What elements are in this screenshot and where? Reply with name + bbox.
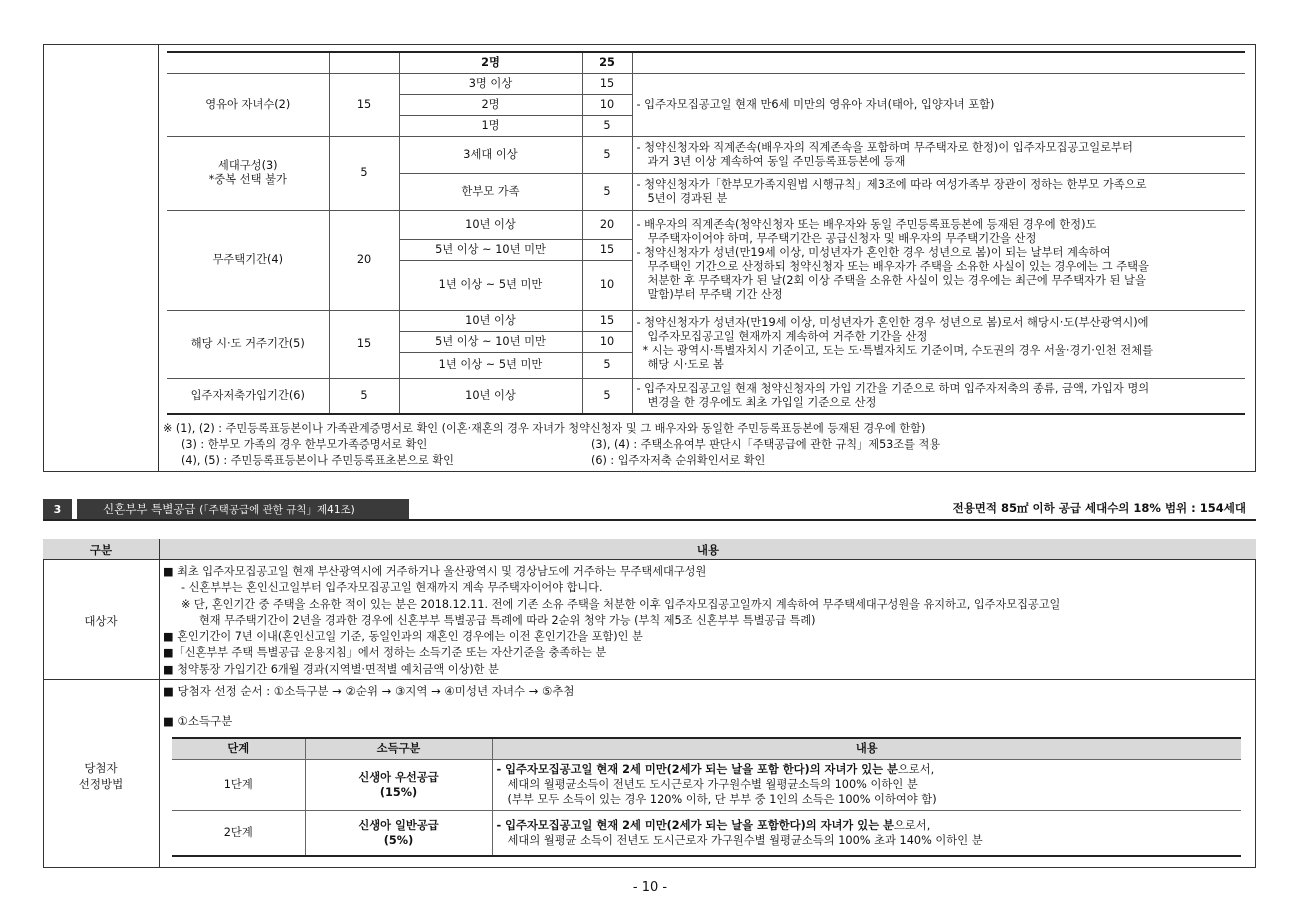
note-line: (4), (5) : 주민등록표등본이나 주민등록표초본으로 확인 (6) : 입주자저축 순위확인서로 확인: [181, 454, 766, 467]
category-cell: 3세대 이상: [399, 136, 582, 173]
criteria-note: - 청약신청자가 성년자(만19세 이상, 미성년자가 혼인한 경우 성년으로 봄)로서 해당시·도(부산광역시)에 입주자모집공고일 현재까지 계속하여 거주한 기간을 산정 * 시는 광역시·특별자치시 기준이고, 도는 도·특별자치도 기준이며, 수도권의 경우 서울·경기·인천 전체를 해당 시·도로 봄: [632, 310, 1245, 378]
max-score: 5: [329, 136, 399, 210]
table-row: [172, 759, 1241, 810]
category-cell: 3명 이상: [399, 73, 582, 94]
category-cell: 1년 이상 ~ 5년 미만: [399, 260, 582, 310]
income-type-cell: 신생아 일반공급 (5%): [305, 810, 492, 856]
criteria-note: - 입주자모집공고일 현재 만6세 미만의 영유아 자녀(태아, 입양자녀 포함): [632, 73, 1245, 136]
content-line: - 신혼부부는 혼인신고일부터 입주자모집공고일 현재까지 계속 무주택자이어야 합니다.: [181, 581, 603, 595]
method-content: [163, 683, 1253, 729]
table-row: [167, 378, 1245, 414]
content-line: ※ 단, 혼인기간 중 주택을 소유한 적이 있는 분은 2018.12.11. 전에 기존 소유 주택을 처분한 이후 입주자모집공고일까지 계속하여 무주택세대구성원을 유지하고, 입주자모집공고일: [181, 597, 1061, 611]
section-number-badge: 3: [43, 499, 72, 519]
criteria-label: 해당 시·도 거주기간(5): [167, 310, 329, 378]
category-cell: 2명: [399, 52, 582, 73]
criteria-note: - 청약신청자와 직계존속(배우자의 직계존속을 포함하며 무주택자로 한정)이 입주자모집공고일로부터 과거 3년 이상 계속하여 동일 주민등록표등본에 등재: [632, 136, 1245, 173]
score-cell: 10: [582, 331, 632, 352]
page-number: - 10 -: [632, 880, 668, 895]
score-cell: 25: [582, 52, 632, 73]
supply-range-text: 전용면적 85㎡ 이하 공급 세대수의 18% 범위 : 154세대: [952, 501, 1246, 515]
score-cell: 5: [582, 378, 632, 414]
target-content: [163, 564, 1253, 678]
score-criteria-table: [167, 51, 1245, 415]
label-line: 세대구성(3): [217, 159, 278, 172]
note-line: ※ (1), (2) : 주민등록표등본이나 가족관계증명서로 확인 (이혼·재혼의 경우 자녀가 청약신청자 및 그 배우자와 동일한 주민등록표등본에 등재된 경우에 한함): [163, 422, 926, 435]
score-cell: 15: [582, 73, 632, 94]
content-line: ■ 혼인기간이 7년 이내(혼인신고일 기준, 동일인과의 재혼인 경우에는 이전 혼인기간을 포함)인 분: [163, 630, 643, 644]
section-title: 신혼부부 특별공급 (「주택공급에 관한 규칙」제41조): [77, 499, 409, 519]
header-income-type: 소득구분: [305, 738, 492, 759]
label-line: *중복 선택 불가: [208, 173, 287, 186]
note-line: (3) : 한부모 가족의 경우 한부모가족증명서로 확인 (3), (4) : 주택소유여부 판단시「주택공급에 관한 규칙」제53조를 적용: [181, 438, 941, 451]
criteria-label: [167, 136, 329, 210]
max-score: 20: [329, 210, 399, 310]
criteria-note: - 배우자의 직계존속(청약신청자 또는 배우자와 동일 주민등록표등본에 등재된 경우에 한정)도 무주택자이어야 하며, 무주택기간은 공급신청자 및 배우자의 무주택기간을 산정 - 청약신청자가 성년(만19세 이상, 미성년자가 혼인한 경우 성년으로 봄)이 되는 날부터 계속하여 무주택인 기간으로 산정하되 청약신청자 또는 배우자가 주택을 소유한 사실이 있는 경우에는 그 주택을 처분한 후 무주택자가 된 날(2회 이상 주택을 소유한 사실이 있는 경우에는 최근에 무주택자가 된 날을 말함)부터 무주택 기간 산정: [632, 210, 1245, 310]
row-divider: [43, 679, 1256, 680]
table-row: [167, 136, 1245, 173]
category-cell: 5년 이상 ~ 10년 미만: [399, 331, 582, 352]
content-line: ■ 청약통장 가입기간 6개월 경과(지역별·면적별 예치금액 이상)한 분: [163, 662, 499, 676]
table-row: [167, 210, 1245, 239]
category-cell: 5년 이상 ~ 10년 미만: [399, 239, 582, 260]
criteria-label: 입주자저축가입기간(6): [167, 378, 329, 414]
header-content: 내용: [492, 738, 1241, 759]
category-cell: 10년 이상: [399, 210, 582, 239]
stage-cell: 1단계: [172, 759, 305, 810]
category-cell: 한부모 가족: [399, 173, 582, 210]
score-cell: 5: [582, 136, 632, 173]
target-label: 대상자: [84, 614, 118, 628]
table-row: [167, 73, 1245, 94]
income-tier-table: [172, 737, 1241, 857]
max-score: 15: [329, 73, 399, 136]
score-cell: 5: [582, 115, 632, 136]
table-row: [167, 52, 1245, 73]
criteria-label: 영유아 자녀수(2): [167, 73, 329, 136]
criteria-label: 무주택기간(4): [167, 210, 329, 310]
score-cell: 10: [582, 260, 632, 310]
table-row: [167, 310, 1245, 331]
category-cell: 10년 이상: [399, 310, 582, 331]
income-content-cell: - 입주자모집공고일 현재 2세 미만(2세가 되는 날을 포함한다)의 자녀가 있는 분으로서, 세대의 월평균 소득이 전년도 도시근로자 가구원수별 월평균소득의 100% 초과 140% 이하인 분: [492, 810, 1241, 856]
max-score: 5: [329, 378, 399, 414]
selection-order: ■ 당첨자 선정 순서 : ①소득구분 → ②순위 → ③지역 → ④미성년 자녀수 → ⑤추첨: [163, 684, 575, 698]
score-cell: 15: [582, 310, 632, 331]
score-cell: 5: [582, 352, 632, 378]
content-line: ■ 최초 입주자모집공고일 현재 부산광역시에 거주하거나 울산광역시 및 경상남도에 거주하는 무주택세대구성원: [163, 565, 707, 578]
category-cell: 1년 이상 ~ 5년 미만: [399, 352, 582, 378]
header-category: 구분: [89, 543, 113, 557]
criteria-note: - 입주자모집공고일 현재 청약신청자의 가입 기간을 기준으로 하며 입주자저축의 종류, 금액, 가입자 명의 변경을 한 경우에도 최초 가입일 기준으로 산정: [632, 378, 1245, 414]
criteria-note: - 청약신청자가「한부모가족지원법 시행규칙」제3조에 따라 여성가족부 장관이 정하는 한부모 가족으로 5년이 경과된 분: [632, 173, 1245, 210]
section-divider: [43, 519, 1256, 521]
income-content-cell: - 입주자모집공고일 현재 2세 미만(2세가 되는 날을 포함 한다)의 자녀가 있는 분으로서, 세대의 월평균소득이 전년도 도시근로자 가구원수별 월평균소득의 100% 이하인 분 (부부 모두 소득이 있는 경우 120% 이하, 단 부부 중 1인의 소득은 100% 이하여야 함): [492, 759, 1241, 810]
score-cell: 5: [582, 173, 632, 210]
header-content: 내용: [696, 543, 720, 557]
method-label: 당첨자 선정방법: [78, 761, 124, 791]
score-cell: 15: [582, 239, 632, 260]
score-cell: 10: [582, 94, 632, 115]
header-stage: 단계: [172, 738, 305, 759]
column-divider: [159, 539, 160, 868]
score-cell: 20: [582, 210, 632, 239]
top-left-column: [43, 44, 159, 472]
income-heading: ■ ①소득구분: [163, 714, 233, 728]
stage-cell: 2단계: [172, 810, 305, 856]
content-line: ■「신혼부부 주택 특별공급 운용지침」에서 정하는 소득기준 또는 자산기준을 충족하는 분: [163, 646, 607, 660]
category-cell: 1명: [399, 115, 582, 136]
category-cell: 10년 이상: [399, 378, 582, 414]
income-type-cell: 신생아 우선공급 (15%): [305, 759, 492, 810]
max-score: 15: [329, 310, 399, 378]
category-cell: 2명: [399, 94, 582, 115]
content-line: 현재 무주택기간이 2년을 경과한 경우에 신혼부부 특별공급 특례에 따라 2순위 청약 가능 (부칙 제5조 신혼부부 특별공급 특례): [199, 613, 816, 627]
table-header-row: [172, 738, 1241, 759]
verification-notes: [163, 421, 1243, 469]
table-row: [172, 810, 1241, 856]
